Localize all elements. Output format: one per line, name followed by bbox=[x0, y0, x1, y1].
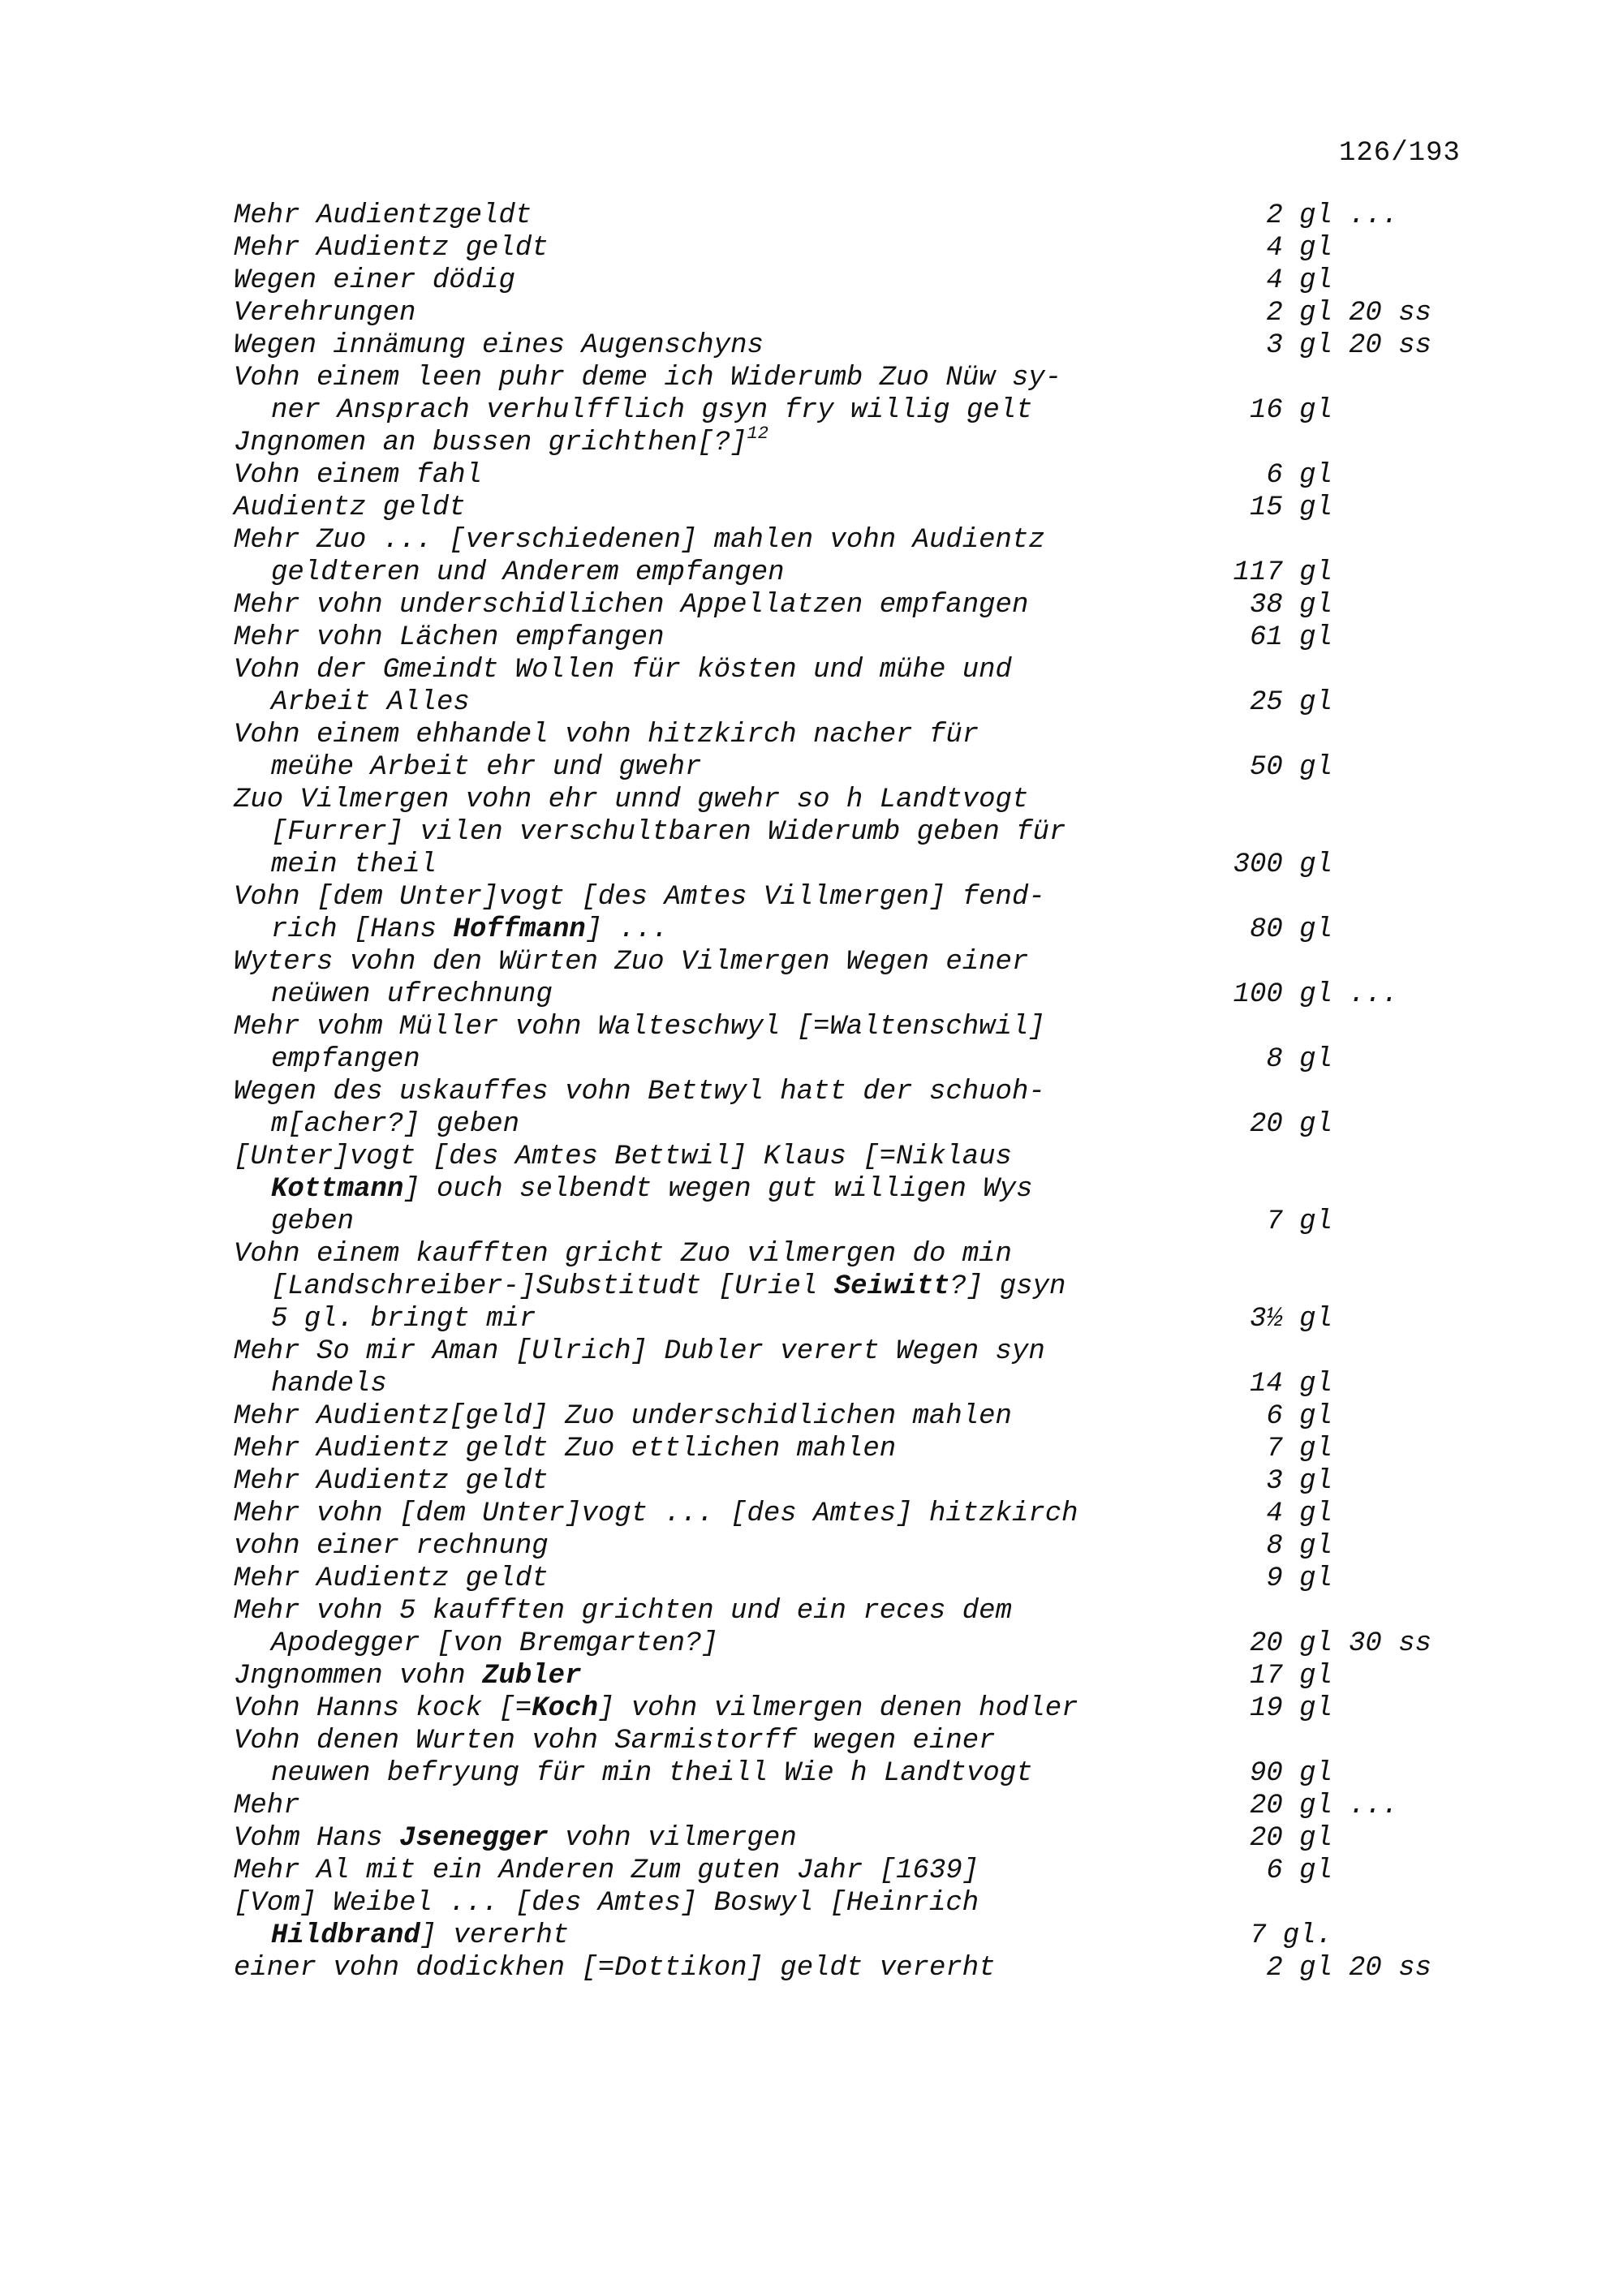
person-name: Seiwitt bbox=[833, 1271, 950, 1302]
entry-text-line bbox=[234, 1076, 1191, 1108]
entry-amount: 20 gl bbox=[1249, 1628, 1332, 1659]
entry-description bbox=[234, 362, 1191, 427]
entry-amount: 61 gl bbox=[1249, 622, 1332, 653]
entry-text: Mehr Audientz geldt bbox=[234, 1563, 549, 1594]
entry-description bbox=[234, 264, 1191, 297]
entry-text-line bbox=[234, 849, 1191, 881]
entry-description bbox=[234, 232, 1191, 264]
ledger-entry bbox=[234, 1952, 1467, 1984]
entry-text-line bbox=[234, 1692, 1191, 1725]
entry-amount: 9 gl bbox=[1266, 1563, 1332, 1594]
entry-text-line bbox=[234, 424, 1191, 459]
entry-description bbox=[234, 1887, 1191, 1952]
entry-text-line bbox=[234, 1920, 1191, 1952]
ledger-entry bbox=[234, 1141, 1467, 1238]
entry-text-line bbox=[234, 1141, 1191, 1173]
entry-text-line bbox=[234, 1043, 1191, 1076]
entry-amount: 2 gl bbox=[1266, 200, 1332, 231]
entry-text-line bbox=[234, 1368, 1191, 1400]
ledger-entry bbox=[234, 1725, 1467, 1790]
entry-text: Vohn einem kaufften gricht Zuo vilmergen do min bbox=[234, 1239, 1012, 1270]
entry-text-line bbox=[234, 914, 1191, 946]
entry-text: ] ouch selbendt wegen gut willigen Wys bbox=[403, 1174, 1033, 1205]
entry-amount: 20 gl bbox=[1249, 1791, 1332, 1821]
ledger-entry bbox=[234, 1465, 1467, 1498]
entry-text: Mehr vohn [dem Unter]vogt ... [des Amtes] hitzkirch bbox=[234, 1498, 1078, 1529]
ledger-entry bbox=[234, 1595, 1467, 1660]
entry-amount: 20 gl bbox=[1249, 1109, 1332, 1140]
entry-amount: 8 gl bbox=[1266, 1044, 1332, 1075]
entry-amount: 16 gl bbox=[1249, 395, 1332, 426]
entry-amount: 20 gl bbox=[1249, 1823, 1332, 1854]
entry-text: Mehr vohn underschidlichen Appellatzen empfangen bbox=[234, 590, 1029, 621]
entry-description bbox=[234, 1076, 1191, 1141]
ledger-entry bbox=[234, 200, 1467, 232]
entry-description bbox=[234, 524, 1191, 589]
entry-amount: 6 gl bbox=[1266, 460, 1332, 491]
entry-text-line bbox=[234, 1173, 1191, 1206]
entry-text-line bbox=[234, 1757, 1191, 1790]
entry-text-line bbox=[234, 1400, 1191, 1433]
entry-text-line bbox=[234, 1563, 1191, 1595]
ledger-entry bbox=[234, 1335, 1467, 1400]
entry-description bbox=[234, 589, 1191, 621]
entry-amount: 80 gl bbox=[1249, 914, 1332, 945]
entry-amount: 3½ gl bbox=[1249, 1304, 1332, 1335]
entry-text-line bbox=[234, 946, 1191, 978]
entry-text: Vohn [dem Unter]vogt [des Amtes Villmergen] fend- bbox=[234, 882, 1045, 913]
entry-text-line bbox=[234, 557, 1191, 589]
entry-text-line bbox=[234, 524, 1191, 557]
entry-text: Mehr vohn Lächen empfangen bbox=[234, 622, 665, 653]
entry-text-line bbox=[234, 1433, 1191, 1465]
entry-text: Apodegger [von Bremgarten?] bbox=[271, 1628, 718, 1659]
entry-amount: 3 gl bbox=[1266, 1466, 1332, 1497]
entry-text-line bbox=[234, 1238, 1191, 1271]
entry-description bbox=[234, 329, 1191, 362]
entry-text-line bbox=[234, 1108, 1191, 1141]
entry-text: Mehr Audientzgeldt bbox=[234, 200, 532, 231]
entry-text-line bbox=[234, 1206, 1191, 1238]
entry-text: ner Ansprach verhulfflich gsyn fry willig gelt bbox=[271, 395, 1033, 426]
entry-description bbox=[234, 492, 1191, 524]
entry-text-line bbox=[234, 654, 1191, 686]
entry-text: empfangen bbox=[271, 1044, 420, 1075]
entry-text: Mehr Zuo ... [verschiedenen] mahlen vohn Audientz bbox=[234, 525, 1045, 556]
entry-text: m[acher?] geben bbox=[271, 1109, 520, 1140]
entry-text: Wegen einer dödig bbox=[234, 265, 515, 296]
entry-text-line bbox=[234, 232, 1191, 264]
entry-text: Mehr So mir Aman [Ulrich] Dubler verert Wegen syn bbox=[234, 1336, 1045, 1367]
entry-amount: 38 gl bbox=[1249, 590, 1332, 621]
ledger-entry bbox=[234, 329, 1467, 362]
entry-text: Verehrungen bbox=[234, 298, 416, 329]
entry-text-line bbox=[234, 1725, 1191, 1757]
entry-description bbox=[234, 1530, 1191, 1563]
entry-text: ] vererht bbox=[420, 1920, 570, 1951]
ledger-entry bbox=[234, 1433, 1467, 1465]
entry-amount: 2 gl bbox=[1266, 1953, 1332, 1984]
ledger-entry bbox=[234, 1660, 1467, 1692]
entry-description bbox=[234, 784, 1191, 881]
entry-amount-extra: ... bbox=[1349, 979, 1399, 1010]
entry-text-line bbox=[234, 1952, 1191, 1984]
entry-text-line bbox=[234, 1011, 1191, 1043]
page-number: 126/193 bbox=[1339, 138, 1461, 169]
entry-text: Jngnommen vohn bbox=[234, 1661, 483, 1692]
entry-text: meühe Arbeit ehr und gwehr bbox=[271, 752, 702, 783]
ledger-entry bbox=[234, 297, 1467, 329]
entry-description bbox=[234, 621, 1191, 654]
ledger-entry bbox=[234, 1563, 1467, 1595]
entry-text-line bbox=[234, 297, 1191, 329]
ledger-entry bbox=[234, 881, 1467, 946]
ledger-entry bbox=[234, 1076, 1467, 1141]
entry-amount-extra: 30 ss bbox=[1349, 1628, 1432, 1659]
entry-description bbox=[234, 1952, 1191, 1984]
entry-description bbox=[234, 200, 1191, 232]
entry-description bbox=[234, 1595, 1191, 1660]
entry-amount: 17 gl bbox=[1249, 1661, 1332, 1692]
person-name: Jsenegger bbox=[399, 1823, 549, 1854]
entry-text: geben bbox=[271, 1206, 355, 1237]
entry-amount: 7 gl bbox=[1266, 1206, 1332, 1237]
entry-text-line bbox=[234, 329, 1191, 362]
entry-amount: 4 gl bbox=[1266, 233, 1332, 264]
entry-amount: 25 gl bbox=[1249, 687, 1332, 718]
entry-text: Jngnomen an bussen grichthen[?] bbox=[234, 428, 747, 458]
entry-text: einer vohn dodickhen [=Dottikon] geldt vererht bbox=[234, 1953, 996, 1984]
ledger-entry bbox=[234, 1530, 1467, 1563]
entry-description bbox=[234, 1011, 1191, 1076]
entry-text-line bbox=[234, 978, 1191, 1011]
ledger-entry bbox=[234, 946, 1467, 1011]
entry-description bbox=[234, 1725, 1191, 1790]
entry-text: Mehr Audientz geldt bbox=[234, 233, 549, 264]
entry-amount-extra: 20 ss bbox=[1349, 1953, 1432, 1984]
ledger-entry bbox=[234, 1790, 1467, 1822]
entry-text: neüwen ufrechnung bbox=[271, 979, 553, 1010]
ledger-entry bbox=[234, 1887, 1467, 1952]
entry-text: handels bbox=[271, 1369, 387, 1400]
entry-text: Arbeit Alles bbox=[271, 687, 470, 718]
entry-text-line bbox=[234, 1530, 1191, 1563]
entry-text-line bbox=[234, 816, 1191, 849]
entry-description bbox=[234, 1660, 1191, 1692]
entry-amount: 300 gl bbox=[1233, 849, 1332, 880]
entry-text: [Landschreiber-]Substitudt [Uriel bbox=[271, 1271, 834, 1302]
entry-text: 5 gl. bringt mir bbox=[271, 1304, 536, 1335]
entry-text-line bbox=[234, 492, 1191, 524]
entry-text: geldteren und Anderem empfangen bbox=[271, 557, 785, 588]
account-ledger bbox=[234, 200, 1467, 1984]
entry-text: Wegen des uskauffes vohn Bettwyl hatt der schuoh- bbox=[234, 1077, 1045, 1107]
ledger-entry bbox=[234, 524, 1467, 589]
ledger-entry bbox=[234, 232, 1467, 264]
entry-amount: 50 gl bbox=[1249, 752, 1332, 783]
entry-text-line bbox=[234, 459, 1191, 492]
entry-amount-extra: ... bbox=[1349, 200, 1399, 231]
entry-amount: 2 gl bbox=[1266, 298, 1332, 329]
person-name: Koch bbox=[532, 1693, 598, 1724]
entry-description bbox=[234, 1238, 1191, 1335]
entry-text: vohn vilmergen bbox=[548, 1823, 797, 1854]
entry-description bbox=[234, 1692, 1191, 1725]
entry-text-line bbox=[234, 264, 1191, 297]
entry-text-line bbox=[234, 881, 1191, 914]
entry-text-line bbox=[234, 200, 1191, 232]
entry-text-line bbox=[234, 1627, 1191, 1660]
entry-text: Vohn denen Wurten vohn Sarmistorff wegen einer bbox=[234, 1726, 996, 1756]
entry-text: Vohn einem ehhandel vohn hitzkirch nacher für bbox=[234, 720, 979, 750]
ledger-entry bbox=[234, 1822, 1467, 1855]
entry-text: Mehr Audientz[geld] Zuo underschidlichen mahlen bbox=[234, 1401, 1012, 1432]
entry-text: Wyters vohn den Würten Zuo Vilmergen Wegen einer bbox=[234, 947, 1029, 978]
entry-amount: 15 gl bbox=[1249, 492, 1332, 523]
entry-text-line bbox=[234, 1271, 1191, 1303]
entry-description bbox=[234, 719, 1191, 784]
ledger-entry bbox=[234, 1855, 1467, 1887]
entry-description bbox=[234, 654, 1191, 719]
ledger-entry bbox=[234, 621, 1467, 654]
entry-text-line bbox=[234, 686, 1191, 719]
entry-text: [Unter]vogt [des Amtes Bettwil] Klaus [=Niklaus bbox=[234, 1142, 1012, 1172]
entry-text-line bbox=[234, 589, 1191, 621]
entry-amount: 7 gl bbox=[1266, 1434, 1332, 1464]
ledger-entry bbox=[234, 1011, 1467, 1076]
entry-text-line bbox=[234, 1303, 1191, 1335]
entry-text: neuwen befryung für min theill Wie h Landtvogt bbox=[271, 1758, 1033, 1789]
person-name: Zubler bbox=[482, 1661, 582, 1692]
entry-text: ?] gsyn bbox=[949, 1271, 1066, 1302]
entry-amount: 3 gl bbox=[1266, 330, 1332, 361]
entry-text: vohn einer rechnung bbox=[234, 1531, 549, 1562]
entry-text: [Furrer] vilen verschultbaren Widerumb geben für bbox=[271, 817, 1066, 848]
entry-amount: 4 gl bbox=[1266, 265, 1332, 296]
entry-text-line bbox=[234, 1790, 1191, 1822]
entry-text: Vohm Hans bbox=[234, 1823, 400, 1854]
entry-text-line bbox=[234, 1335, 1191, 1368]
entry-text-line bbox=[234, 621, 1191, 654]
entry-text-line bbox=[234, 1887, 1191, 1920]
entry-amount: 90 gl bbox=[1249, 1758, 1332, 1789]
entry-amount: 4 gl bbox=[1266, 1498, 1332, 1529]
entry-text-line bbox=[234, 1660, 1191, 1692]
person-name: Hildbrand bbox=[271, 1920, 420, 1951]
entry-text-line bbox=[234, 1855, 1191, 1887]
entry-text: Mehr vohn 5 kaufften grichten und ein reces dem bbox=[234, 1596, 1012, 1627]
entry-amount-extra: ... bbox=[1349, 1791, 1399, 1821]
entry-amount: 14 gl bbox=[1249, 1369, 1332, 1400]
entry-description bbox=[234, 459, 1191, 492]
entry-description bbox=[234, 1790, 1191, 1822]
ledger-entry bbox=[234, 784, 1467, 881]
footnote-marker: 12 bbox=[747, 424, 768, 444]
entry-amount: 8 gl bbox=[1266, 1531, 1332, 1562]
entry-description bbox=[234, 297, 1191, 329]
entry-text-line bbox=[234, 1465, 1191, 1498]
entry-amount: 100 gl bbox=[1233, 979, 1332, 1010]
entry-description bbox=[234, 1335, 1191, 1400]
ledger-entry bbox=[234, 424, 1467, 459]
entry-text-line bbox=[234, 719, 1191, 751]
entry-description bbox=[234, 1400, 1191, 1433]
entry-amount: 6 gl bbox=[1266, 1855, 1332, 1886]
entry-description bbox=[234, 1822, 1191, 1855]
entry-text-line bbox=[234, 394, 1191, 427]
entry-text-line bbox=[234, 751, 1191, 784]
entry-text-line bbox=[234, 1498, 1191, 1530]
ledger-entry bbox=[234, 719, 1467, 784]
entry-text: Wegen innämung eines Augenschyns bbox=[234, 330, 764, 361]
ledger-entry bbox=[234, 264, 1467, 297]
person-name: Hoffmann bbox=[453, 914, 586, 945]
ledger-entry bbox=[234, 1400, 1467, 1433]
entry-text-line bbox=[234, 1822, 1191, 1855]
ledger-entry bbox=[234, 1238, 1467, 1335]
ledger-entry bbox=[234, 1692, 1467, 1725]
entry-text: ] vohn vilmergen denen hodler bbox=[597, 1693, 1078, 1724]
entry-text: Audientz geldt bbox=[234, 492, 466, 523]
entry-text: Mehr Audientz geldt bbox=[234, 1466, 549, 1497]
entry-text: Vohn der Gmeindt Wollen für kösten und mühe und bbox=[234, 655, 1012, 686]
entry-text: ] ... bbox=[585, 914, 669, 945]
entry-description bbox=[234, 1498, 1191, 1530]
entry-text: Mehr vohm Müller vohn Walteschwyl [=Waltenschwil] bbox=[234, 1012, 1045, 1043]
entry-description bbox=[234, 1855, 1191, 1887]
entry-amount-extra: 20 ss bbox=[1349, 298, 1432, 329]
entry-text: Vohn einem leen puhr deme ich Widerumb Zuo Nüw sy- bbox=[234, 363, 1062, 393]
entry-text: mein theil bbox=[271, 849, 437, 880]
entry-text: Mehr Al mit ein Anderen Zum guten Jahr [1639] bbox=[234, 1855, 979, 1886]
entry-amount: 117 gl bbox=[1233, 557, 1332, 588]
entry-amount: 19 gl bbox=[1249, 1693, 1332, 1724]
ledger-entry bbox=[234, 1498, 1467, 1530]
entry-amount-extra: 20 ss bbox=[1349, 330, 1432, 361]
entry-description bbox=[234, 946, 1191, 1011]
entry-text: rich [Hans bbox=[271, 914, 454, 945]
entry-description bbox=[234, 1465, 1191, 1498]
entry-description bbox=[234, 881, 1191, 946]
entry-description bbox=[234, 1563, 1191, 1595]
entry-text-line bbox=[234, 1595, 1191, 1627]
entry-text: Vohn Hanns kock [= bbox=[234, 1693, 532, 1724]
entry-text: Mehr Audientz geldt Zuo ettlichen mahlen bbox=[234, 1434, 897, 1464]
entry-text: Zuo Vilmergen vohn ehr unnd gwehr so h Landtvogt bbox=[234, 785, 1029, 815]
entry-text-line bbox=[234, 362, 1191, 394]
entry-text: Mehr bbox=[234, 1791, 300, 1821]
entry-text: Vohn einem fahl bbox=[234, 460, 483, 491]
entry-description bbox=[234, 1141, 1191, 1238]
entry-description bbox=[234, 1433, 1191, 1465]
entry-text: [Vom] Weibel ... [des Amtes] Boswyl [Heinrich bbox=[234, 1888, 979, 1919]
ledger-entry bbox=[234, 654, 1467, 719]
ledger-entry bbox=[234, 492, 1467, 524]
entry-text-line bbox=[234, 784, 1191, 816]
ledger-entry bbox=[234, 459, 1467, 492]
entry-amount: 7 gl. bbox=[1249, 1920, 1332, 1951]
ledger-entry bbox=[234, 362, 1467, 427]
entry-description bbox=[234, 424, 1191, 459]
person-name: Kottmann bbox=[271, 1174, 404, 1205]
entry-amount: 6 gl bbox=[1266, 1401, 1332, 1432]
ledger-entry bbox=[234, 589, 1467, 621]
